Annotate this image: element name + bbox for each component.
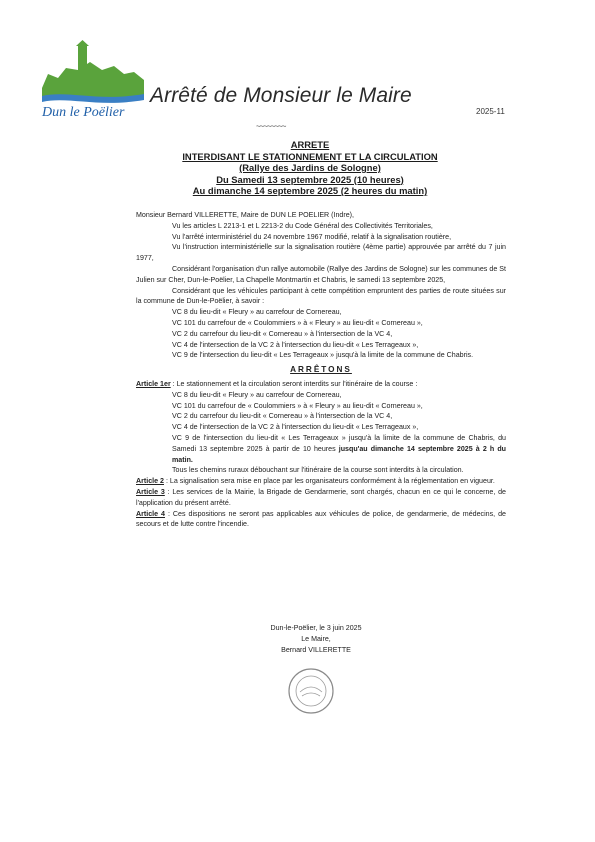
title-divider: ~~~~~~~~ bbox=[256, 122, 286, 131]
article-1-rural-roads: Tous les chemins ruraux débouchant sur l'itinéraire de la course sont interdits à la circulation. bbox=[172, 466, 464, 475]
preamble-paragraph: Considérant l'organisation d'un rallye automobile (Rallye des Jardins de Sologne) sur les communes de St Julien sur Cher, Dun-le-Poëlier, La Chapelle Montmartin et Chabris, le samedi 13 septembre 2025, bbox=[136, 264, 506, 284]
municipality-logo bbox=[38, 40, 146, 124]
preamble-paragraph: Vu l'arrêté interministériel du 24 novembre 1967 modifié, relatif à la signalisation routière, bbox=[172, 232, 452, 241]
heading-line-4: Du Samedi 13 septembre 2025 (10 heures) bbox=[216, 173, 404, 185]
mayor-line: Monsieur Bernard VILLERETTE, Maire de DUN LE POELIER (Indre), bbox=[136, 211, 355, 219]
article-2-text: : La signalisation sera mise en place par les organisateurs conformément à la réglementation en vigueur. bbox=[164, 477, 495, 486]
decree-label: ARRÊTONS bbox=[290, 365, 352, 375]
article-1-route: VC 4 de l'intersection de la VC 2 à l'intersection du lieu-dit « Les Terrageaux », bbox=[172, 423, 419, 432]
article-4 bbox=[136, 509, 506, 531]
heading-line-1: ARRETE bbox=[290, 139, 330, 150]
logo-text: Dun le Poëlier bbox=[42, 105, 125, 120]
preamble-paragraph: Vu les articles L 2213-1 et L 2213-2 du Code Général des Collectivités Territoriales, bbox=[172, 221, 433, 230]
preamble-paragraph: Considérant que les véhicules participant à cette compétition empruntent des parties de route situées sur la commune de Dun-le-Poëlier, à savoir : bbox=[136, 286, 506, 306]
article-1-route: VC 101 du carrefour de « Coulommiers » à « Fleury » au lieu-dit « Cornereau », bbox=[172, 401, 423, 410]
decree-heading bbox=[150, 139, 470, 197]
article-1-label: Article 1er bbox=[136, 379, 171, 388]
article-1-route-last bbox=[136, 433, 506, 465]
article-2 bbox=[136, 476, 506, 487]
article-1-route: VC 8 du lieu-dit « Fleury » au carrefour de Cornereau, bbox=[172, 390, 342, 399]
decree-body bbox=[136, 210, 506, 530]
article-3 bbox=[136, 487, 506, 509]
page-title: Arrêté de Monsieur le Maire bbox=[150, 84, 412, 107]
signature-role: Le Maire, bbox=[301, 634, 331, 643]
heading-line-2: INTERDISANT LE STATIONNEMENT ET LA CIRCULATION bbox=[182, 150, 438, 162]
reference-number: 2025-11 bbox=[476, 107, 505, 116]
article-4-label: Article 4 bbox=[136, 509, 165, 518]
signature-name: Bernard VILLERETTE bbox=[281, 645, 351, 654]
article-3-text: : Les services de la Mairie, la Brigade de Gendarmerie, sont chargés, chacun en ce qui le concerne, de l'application du présent arrêté. bbox=[136, 487, 506, 507]
route-item: VC 9 de l'intersection du lieu-dit « Les Terrageaux » jusqu'à la limite de la commune de Chabris. bbox=[172, 351, 474, 360]
article-1-route-last-a: VC 9 de l'intersection du lieu-dit « Les Terrageaux » jusqu'à la limite de la commune de Chabris, du Samedi 13 septembre 2025 à partir de 10 heures bbox=[172, 433, 506, 453]
route-item: VC 4 de l'intersection de la VC 2 à l'intersection du lieu-dit « Les Terrageaux », bbox=[172, 340, 419, 349]
official-stamp-icon bbox=[286, 666, 336, 716]
article-1-route-last-b: jusqu'au dimanche 14 septembre 2025 à 2 h du matin. bbox=[172, 444, 507, 464]
signature-block bbox=[256, 623, 376, 655]
route-item: VC 101 du carrefour de « Coulommiers » à « Fleury » au lieu-dit « Cornereau », bbox=[172, 318, 423, 327]
heading-line-3: (Rallye des Jardins de Sologne) bbox=[239, 162, 381, 173]
article-1-text: : Le stationnement et la circulation seront interdits sur l'itinéraire de la course : bbox=[170, 379, 418, 388]
article-1-intro bbox=[136, 379, 506, 390]
article-1-route: VC 2 du carrefour du lieu-dit « Cornereau » à l'intersection de la VC 4, bbox=[172, 412, 393, 421]
article-2-label: Article 2 bbox=[136, 477, 164, 486]
signature-place-date: Dun-le-Poëlier, le 3 juin 2025 bbox=[270, 624, 362, 632]
article-3-label: Article 3 bbox=[136, 487, 165, 496]
route-item: VC 8 du lieu-dit « Fleury » au carrefour de Cornereau, bbox=[172, 308, 342, 317]
heading-line-5: Au dimanche 14 septembre 2025 (2 heures du matin) bbox=[192, 185, 428, 196]
preamble-paragraph: Vu l'instruction interministérielle sur la signalisation routière (4ème partie) approuvée par arrêté du 7 juin 1977, bbox=[136, 243, 506, 263]
article-4-text: : Ces dispositions ne seront pas applicables aux véhicules de police, de gendarmerie, de médecins, de secours et de lutte contre l'incendie. bbox=[136, 509, 506, 529]
route-item: VC 2 du carrefour du lieu-dit « Cornereau » à l'intersection de la VC 4, bbox=[172, 329, 393, 338]
